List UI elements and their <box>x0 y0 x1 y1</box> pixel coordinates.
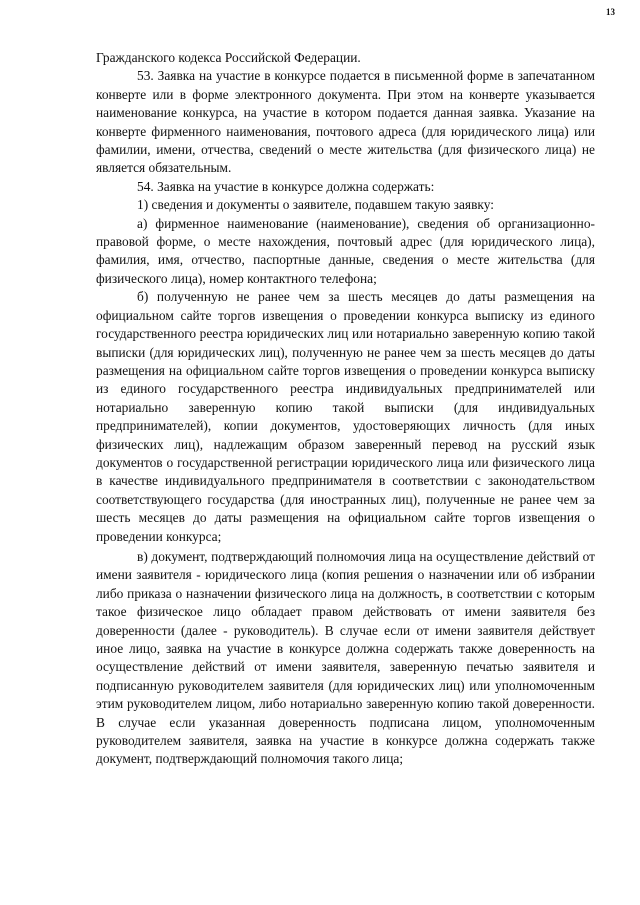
paragraph-54-item-1-c: в) документ, подтверждающий полномочия лица на осуществление действий от имени заявителя - юридического лица (копия решения о назначении или об избрании либо приказа о назначении физического лица на должность, в соответствии с которым такое физическое лицо обладает правом действовать от имени заявителя без доверенности (далее - руководитель). В случае если от имени заявителя действует иное лицо, заявка на участие в конкурсе должна содержать также доверенность на осуществление действий от имени заявителя, заверенную печатью заявителя и подписанную руководителем заявителя (для юридических лиц) или уполномоченным этим руководителем лицом, либо нотариально заверенную копию такой доверенности. В случае если указанная доверенность подписана лицом, уполномоченным руководителем заявителя, заявка на участие в конкурсе должна содержать также документ, подтверждающий полномочия такого лица; <box>96 548 595 767</box>
paragraph-54: 54. Заявка на участие в конкурсе должна содержать: <box>137 178 435 194</box>
page-number: 13 <box>606 7 615 17</box>
document-body <box>96 49 595 769</box>
paragraph-53: 53. Заявка на участие в конкурсе подается в письменной форме в запечатанном конверте или в форме электронного документа. При этом на конверте указывается наименование конкурса, на участие в котором подается данная заявка. Указание на конверте фирменного наименования, почтового адреса (для юридического лица) или фамилии, имени, отчества, сведений о месте жительства (для физического лица) не является обязательным. <box>96 68 595 176</box>
paragraph-continuation: Гражданского кодекса Российской Федерации. <box>96 50 361 65</box>
paragraph-54-item-1-b: б) полученную не ранее чем за шесть месяцев до даты размещения на официальном сайте торгов извещения о проведении конкурса выписку из единого государственного реестра юридических лиц или нотариально заверенную копию такой выписки (для юридических лиц), полученную не ранее чем за шесть месяцев до даты размещения на официальном сайте торгов извещения о проведении конкурса выписку из единого государственного реестра индивидуальных предпринимателей или нотариально заверенную копию такой выписки (для индивидуальных предпринимателей), копии документов, удостоверяющих личность (для иных физических лиц), надлежащим образом заверенный перевод на русский язык документов о государственной регистрации юридического лица или физического лица в качестве индивидуального предпринимателя в соответствии с законодательством соответствующего государства (для иностранных лиц), полученные не ранее чем за шесть месяцев до даты размещения на официальном сайте торгов извещения о проведении конкурса; <box>96 289 595 544</box>
paragraph-54-item-1-a: а) фирменное наименование (наименование), сведения об организационно-правовой форме, о месте нахождения, почтовый адрес (для юридического лица), фамилия, имя, отчество, паспортные данные, сведения о месте жительства (для физического лица), номер контактного телефона; <box>96 215 595 286</box>
paragraph-54-item-1: 1) сведения и документы о заявителе, подавшем такую заявку: <box>137 197 494 213</box>
